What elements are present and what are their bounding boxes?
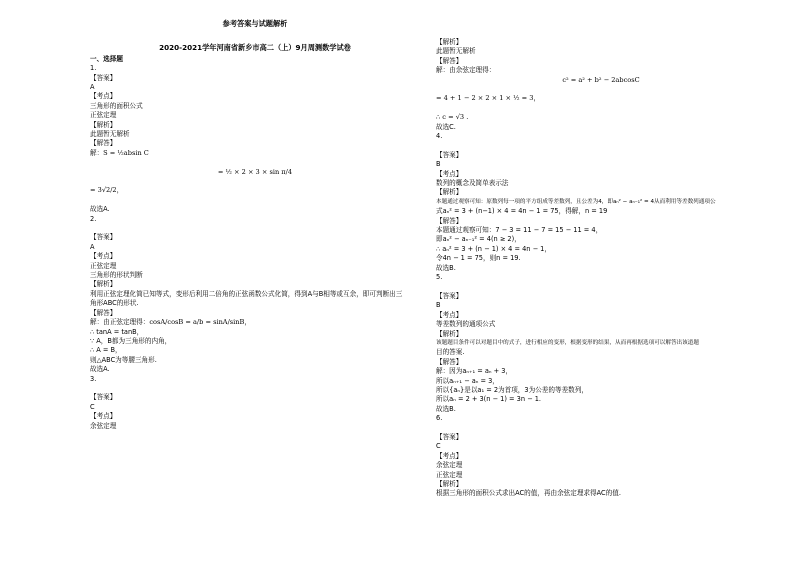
analysis-label: 【解析】	[90, 120, 117, 129]
conclusion-text: 故选B.	[436, 404, 456, 413]
conclusion-text: 故选A.	[90, 205, 110, 214]
solution-step: 解：由余弦定理得：	[436, 66, 496, 75]
answer-label: 【答案】	[90, 73, 117, 82]
solution-step: 即aₙ² − aₙ₋₁² = 4(n ≥ 2)，	[436, 235, 521, 244]
topic-label: 【考点】	[436, 169, 463, 178]
solution-formula: 解：由正弦定理得：cosA/cosB = a/b = sinA/sinB，	[90, 318, 251, 327]
answer-value: B	[436, 301, 441, 310]
solution-label: 【解答】	[436, 216, 463, 225]
left-column	[90, 8, 420, 431]
answer-label: 【答案】	[436, 150, 463, 159]
solution-label: 【解答】	[90, 308, 117, 317]
analysis-label: 【解析】	[436, 38, 463, 46]
solution-label: 【解答】	[436, 56, 463, 65]
exam-title: 2020-2021学年河南省新乡市高二（上）9月周测数学试卷	[159, 42, 351, 52]
solution-step: ∴ aₙ² = 3 + (n − 1) × 4 = 4n − 1，	[436, 244, 551, 253]
analysis-text: 此题暂无解析	[90, 130, 130, 139]
answer-label: 【答案】	[436, 291, 463, 300]
conclusion-text: 故选C.	[436, 122, 456, 131]
analysis-text: 该题题目条件可以对题目中的式子，进行相应的变形，根据变形的结果，从而再根据选项可以解答出该道题	[436, 339, 699, 346]
solution-step: 本题通过观察可知：7 − 3 = 11 − 7 = 15 − 11 = 4，	[436, 226, 603, 235]
analysis-text: 本题通过观察可知：原数列每一项的平方组成等差数列，且公差为4，即aₙ² − aₙ₋₁² = 4从而利用等差数列通项公	[436, 198, 716, 205]
solution-formula: ∴ c = √3 .	[436, 113, 469, 122]
section-heading: 一、选择题	[90, 54, 123, 63]
answer-label: 【答案】	[90, 233, 117, 242]
answer-label: 【答案】	[436, 432, 463, 441]
conclusion-text: 故选B.	[436, 263, 456, 272]
topic-label: 【考点】	[90, 92, 117, 101]
topic-item: 正弦定理	[436, 470, 463, 479]
question-number: 3.	[90, 374, 97, 383]
question-number: 5.	[436, 273, 443, 282]
topic-label: 【考点】	[436, 310, 463, 319]
answer-heading: 参考答案与试题解析	[222, 19, 288, 29]
solution-formula: = 4 + 1 − 2 × 2 × 1 × ½ = 3，	[436, 94, 541, 103]
topic-item: 正弦定理	[90, 261, 117, 270]
solution-formula: c² = a² + b² − 2abcosC	[562, 75, 640, 84]
topic-item: 等差数列的通项公式	[436, 320, 496, 329]
question-number: 4.	[436, 132, 443, 141]
solution-label: 【解答】	[90, 139, 117, 148]
analysis-text: 式aₙ² = 3 + (n−1) × 4 = 4n − 1 = 75，得解，n = 19	[436, 207, 608, 216]
analysis-label: 【解析】	[436, 480, 463, 489]
solution-step: 则△ABC为等腰三角形.	[90, 355, 157, 364]
analysis-text: 利用正弦定理化简已知等式，变形后利用二倍角的正弦函数公式化简，得到A与B相等或互余，即可判断出三	[90, 289, 403, 298]
solution-step: ∵ A，B都为三角形的内角，	[90, 336, 172, 345]
solution-formula: = 3√2/2，	[90, 186, 124, 195]
topic-item: 余弦定理	[90, 421, 117, 430]
answer-value: A	[90, 242, 95, 251]
solution-step: 解：因为aₙ₊₁ = aₙ + 3，	[436, 367, 513, 376]
right-column	[436, 38, 766, 499]
analysis-text: 目的答案.	[436, 348, 465, 357]
topic-item: 三角形的面积公式	[90, 101, 143, 110]
solution-formula: = ½ × 2 × 3 × sin π/4	[217, 167, 293, 176]
analysis-text: 此题暂无解析	[436, 47, 476, 56]
answer-value: C	[90, 402, 95, 411]
solution-step: 所以{aₙ}是以a₁ = 2为首项，3为公差的等差数列，	[436, 385, 588, 394]
analysis-text: 根据三角形的面积公式求出AC的值，再由余弦定理求得AC的值.	[436, 489, 621, 498]
question-number: 1.	[90, 64, 97, 73]
answer-label: 【答案】	[90, 393, 117, 402]
topic-label: 【考点】	[90, 252, 117, 261]
question-number: 2.	[90, 214, 97, 223]
question-number: 6.	[436, 414, 443, 423]
analysis-text: 角形ABC的形状.	[90, 299, 139, 308]
solution-step: 令4n − 1 = 75，则n = 19.	[436, 254, 521, 263]
topic-label: 【考点】	[90, 412, 117, 421]
solution-step: 所以aₙ₊₁ − aₙ = 3，	[436, 376, 499, 385]
solution-step: 所以aₙ = 2 + 3(n − 1) = 3n − 1.	[436, 395, 542, 404]
topic-item: 数列的概念及简单表示法	[436, 179, 509, 188]
answer-value: A	[90, 83, 95, 91]
answer-value: C	[436, 442, 441, 451]
analysis-label: 【解析】	[436, 329, 463, 338]
solution-step: ∴ tanA = tanB，	[90, 327, 144, 336]
topic-label: 【考点】	[436, 451, 463, 460]
topic-item: 正弦定理	[90, 111, 117, 120]
topic-item: 余弦定理	[436, 461, 463, 470]
solution-formula: 解：S = ½absin C	[90, 148, 149, 157]
solution-label: 【解答】	[436, 357, 463, 366]
analysis-label: 【解析】	[90, 280, 117, 289]
answer-value: B	[436, 160, 441, 169]
conclusion-text: 故选A.	[90, 365, 110, 374]
topic-item: 三角形的形状判断	[90, 271, 143, 280]
analysis-label: 【解析】	[436, 188, 463, 197]
solution-step: ∴ A = B，	[90, 346, 122, 355]
